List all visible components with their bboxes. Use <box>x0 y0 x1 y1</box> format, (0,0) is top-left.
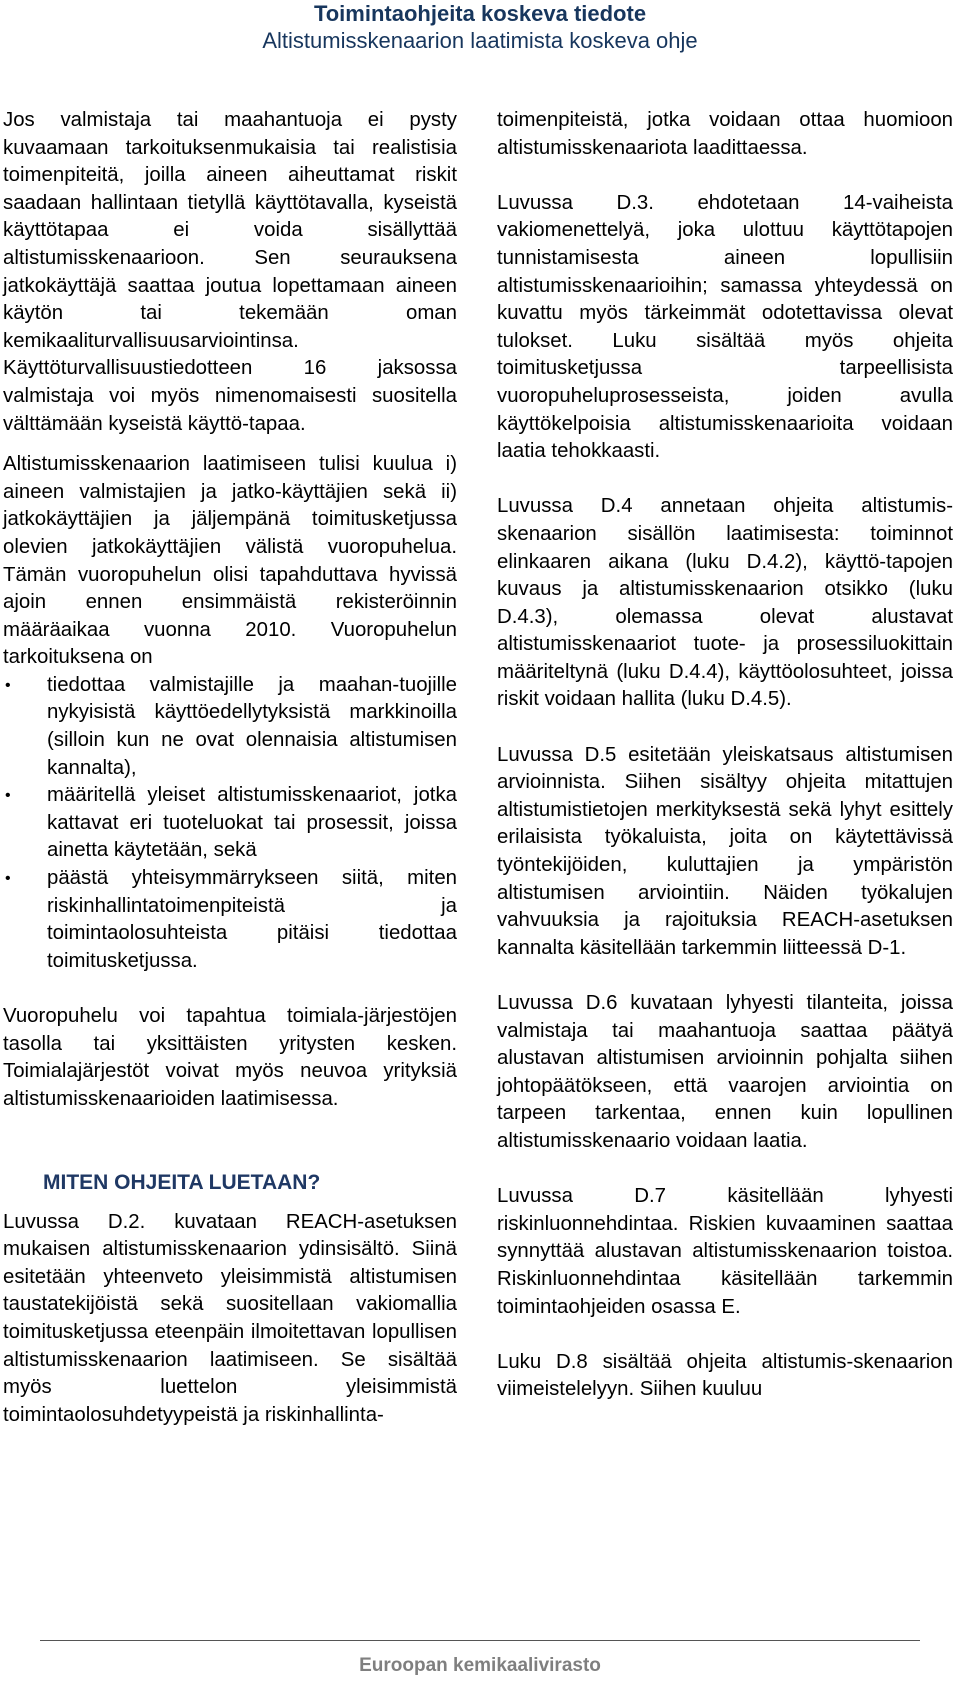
section-heading: MITEN OHJEITA LUETAAN? <box>43 1170 321 1194</box>
bullet-icon: • <box>5 787 11 805</box>
footer-divider <box>40 1640 920 1641</box>
list-item-text: määritellä yleiset altistumisskenaariot, jotka kattavat eri tuoteluokat tai prosessit, joissa ainetta käytetään, sekä <box>47 784 457 862</box>
list-item-text: tiedottaa valmistajille ja maahan-tuojille nykyisistä käyttöedellytyksistä markkinoilla (silloin kun ne ovat olennaisia altistumisen kannalta), <box>47 673 457 779</box>
list-item <box>3 865 457 975</box>
paragraph: Luvussa D.4 annetaan ohjeita altistumis-skenaarion sisällön laatimisesta: toiminnot elinkaaren aikana (luku D.4.2), käyttö-tapojen kuvaus ja altistumisskenaarion otsikko (luku D.4.3), olemassa olevat alustavat altistumisskenaariot tuote- ja prosessiluokittain määriteltynä (luku D.4.4), käyttöolosuhteet, joissa riskit voidaan hallita (luku D.4.5). <box>497 495 953 711</box>
paragraph: Luvussa D.3. ehdotetaan 14-vaiheista vakiomenettelyä, joka ulottuu käyttötapojen tunnistamisesta aineen lopullisiin altistumisskenaarioihin; samassa yhteydessä on kuvattu myös tärkeimmät odotettavissa olevat tulokset. Luku sisältää myös ohjeita toimitusketjussa tarpeellisista vuoropuheluprosesseista, joiden avulla käyttökelpoisia altistumisskenaarioita voidaan laatia tehokkaasti. <box>497 191 953 463</box>
paragraph: Luku D.8 sisältää ohjeita altistumis-skenaarion viimeistelelyyn. Siihen kuuluu <box>497 1350 953 1401</box>
paragraph: Altistumisskenaarion laatimiseen tulisi kuulua i) aineen valmistajien ja jatko-käyttäjien sekä ii) jatkokäyttäjien ja jäljempänä toimitusketjussa olevien jatkokäyttäjien välistä vuoropuhelua. Tämän vuoropuhelun olisi tapahduttava hyvissä ajoin ennen ensimmäistä rekisteröinnin määräaikaa vuonna 2010. Vuoropuhelun tarkoituksena on <box>3 453 457 669</box>
bullet-list <box>3 672 457 976</box>
document-subtitle: Altistumisskenaarion laatimista koskeva ohje <box>262 28 698 53</box>
bullet-icon: • <box>5 676 11 694</box>
list-item <box>3 672 457 782</box>
paragraph: Luvussa D.7 käsitellään lyhyesti riskinluonnehdintaa. Riskien kuvaaminen saattaa synnyttää alustavan altistumisskenaarion toistoa. Riskinluonnehdintaa käsitellään tarkemmin toimintaohjeiden osassa E. <box>497 1185 953 1318</box>
paragraph: Luvussa D.6 kuvataan lyhyesti tilanteita, joissa valmistaja tai maahantuoja saattaa päätyä alustavan altistumisen arvioinnin pohjalta siihen johtopäätökseen, että vaarojen arviointia on tarpeen tarkentaa, ennen kuin lopullinen altistumisskenaario voidaan laatia. <box>497 992 953 1152</box>
paragraph: Luvussa D.5 esitetään yleiskatsaus altistumisen arvioinnista. Siihen sisältyy ohjeita mitattujen altistumistietojen merkityksestä sekä lyhyt esittely erilaisista työkaluista, joita on käytettävissä työntekijöiden, kuluttajien ja ympäristön altistumisen arviointiin. Näiden työkalujen vahvuuksia ja rajoituksia REACH-asetuksen kannalta käsitellään tarkemmin liitteessä D-1. <box>497 743 953 959</box>
bullet-icon: • <box>5 870 11 888</box>
document-title: Toimintaohjeita koskeva tiedote <box>313 1 647 26</box>
paragraph: Vuoropuhelu voi tapahtua toimiala-järjestöjen tasolla tai yksittäisten yritysten kesken. Toimialajärjestöt voivat myös neuvoa yrityksiä altistumisskenaarioiden laatimisessa. <box>3 1005 457 1110</box>
right-column <box>497 107 953 1404</box>
paragraph: Luvussa D.2. kuvataan REACH-asetuksen mukaisen altistumisskenaarion ydinsisältö. Siinä esitetään yhteenveto yleisimmistä altistumisen taustatekijöistä sekä suositellaan vakiomallia toimitusketjussa eteenpäin ilmoitettavan lopullisen altistumisskenaarion laatimiseen. Se sisältää myös luettelon yleisimmistä toimintaolosuhdetyypeistä ja riskinhallinta- <box>3 1210 457 1426</box>
left-column <box>3 107 457 1429</box>
paragraph: Jos valmistaja tai maahantuoja ei pysty kuvaamaan tarkoituksenmukaisia tai realistisia toimenpiteitä, joilla aineen aiheuttamat riskit saadaan hallintaan tietyllä käyttötavalla, kyseistä käyttötapaa ei voida sisällyttää altistumisskenaarioon. Sen seurauksena jatkokäyttäjä saattaa joutua lopettamaan aineen käytön tai tekemään oman kemikaaliturvallisuusarviointinsa. Käyttöturvallisuustiedotteen 16 jaksossa valmistaja voi myös nimenomaisesti suositella välttämään kyseistä käyttö-tapaa. <box>3 109 457 435</box>
paragraph: toimenpiteistä, jotka voidaan ottaa huomioon altistumisskenaariota laadittaessa. <box>497 109 953 159</box>
footer-organization: Euroopan kemikaalivirasto <box>359 1655 601 1676</box>
list-item <box>3 782 457 865</box>
list-item-text: päästä yhteisymmärrykseen siitä, miten riskinhallintatoimenpiteistä ja toimintaolosuhteista pitäisi tiedottaa toimitusketjussa. <box>47 867 457 972</box>
